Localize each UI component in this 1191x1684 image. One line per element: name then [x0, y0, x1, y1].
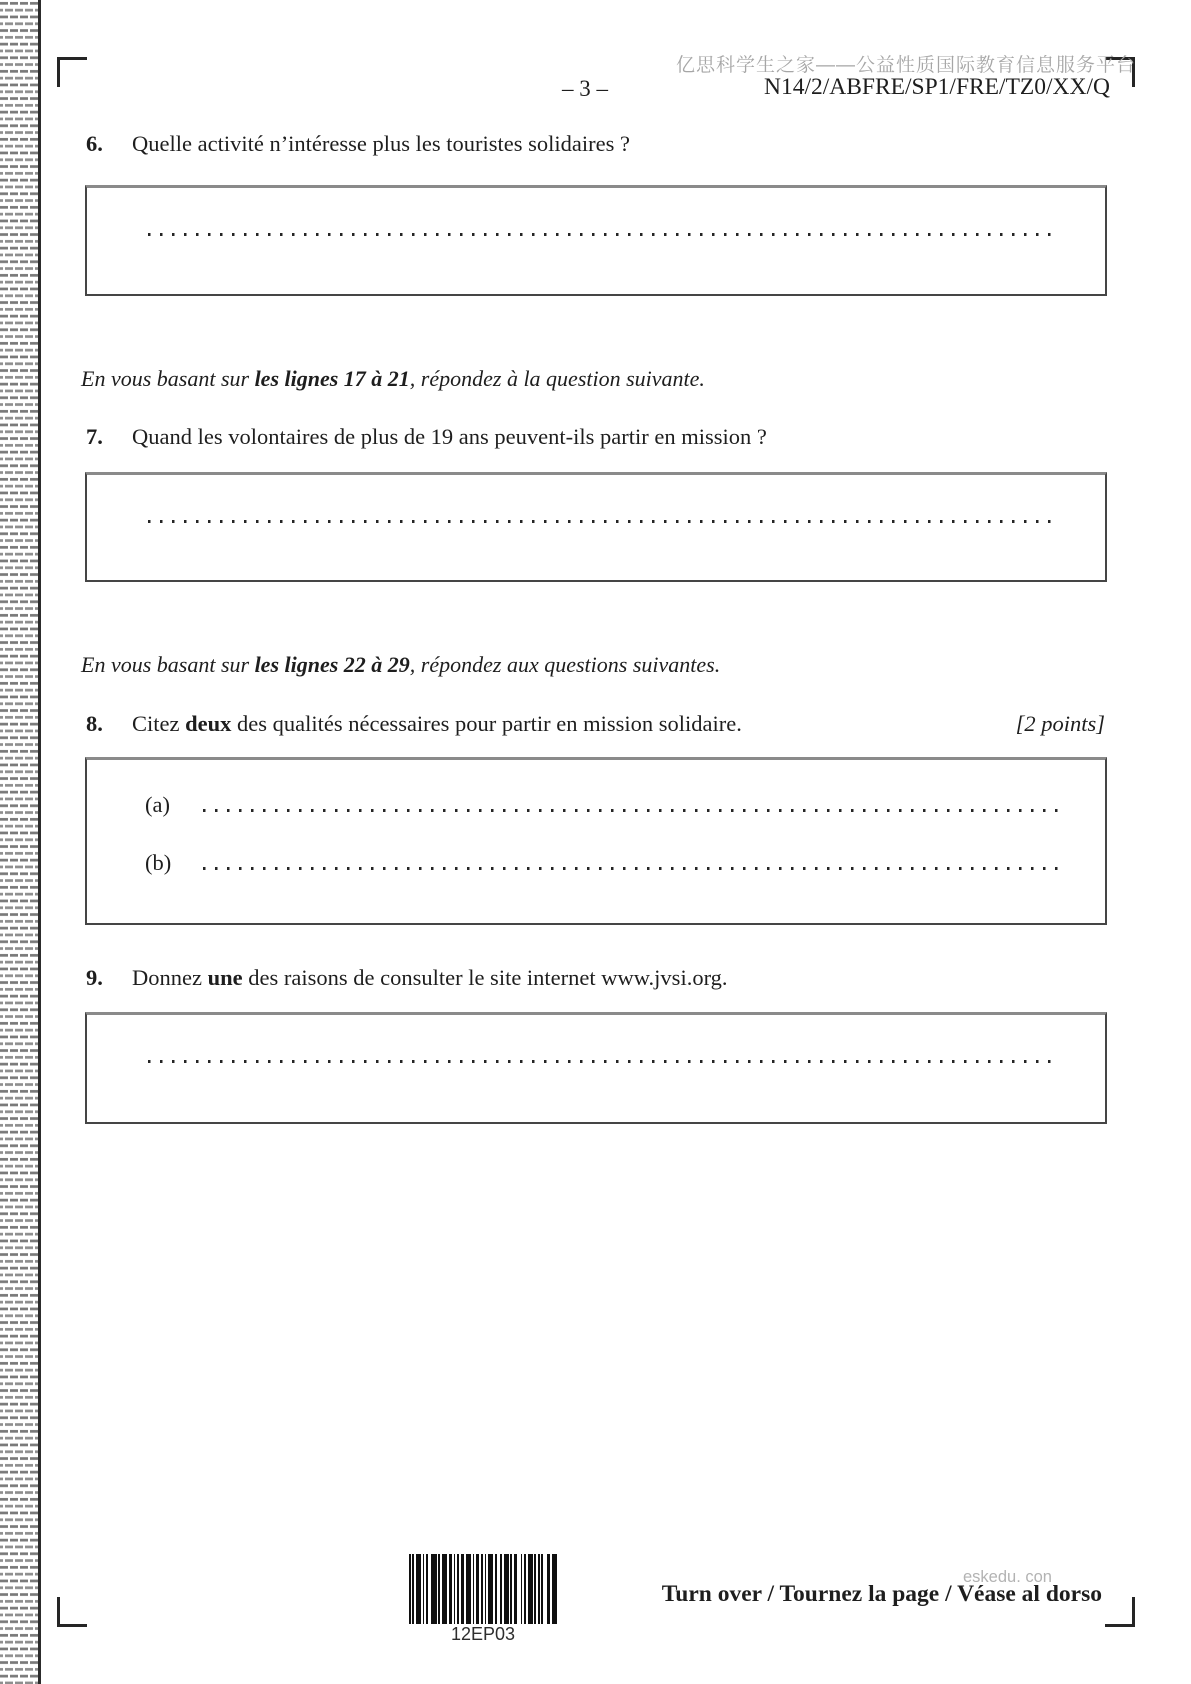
question-8-text — [132, 710, 742, 738]
answer-box-q6 — [85, 185, 1107, 296]
barcode-bar — [552, 1554, 557, 1624]
answer-label-b: (b) — [145, 850, 172, 875]
instruction-2-emphasis: les lignes 22 à 29 — [254, 652, 410, 677]
question-9-post: des raisons de consulter le site internet www.jvsi.org. — [242, 965, 728, 990]
page-number: – 3 – — [562, 76, 608, 101]
instruction-lines-22-29 — [81, 651, 720, 678]
answer-line-q8b[interactable] — [203, 867, 1059, 870]
paper-code: N14/2/ABFRE/SP1/FRE/TZ0/XX/Q — [763, 74, 1110, 100]
instruction-2-post: , répondez aux questions suivantes. — [409, 652, 721, 677]
answer-box-q8 — [85, 757, 1107, 925]
instruction-1-emphasis: les lignes 17 à 21 — [254, 366, 410, 391]
instruction-lines-17-21 — [81, 365, 705, 392]
question-6 — [86, 130, 1107, 158]
instruction-1-pre: En vous basant sur — [81, 366, 255, 391]
question-8-points-badge: [2 points] — [1015, 711, 1105, 736]
binding-texture — [0, 0, 41, 1684]
answer-line-q7[interactable] — [148, 520, 1053, 523]
question-9-number: 9. — [86, 965, 103, 990]
answer-box-q9 — [85, 1012, 1107, 1124]
question-7 — [86, 423, 1107, 451]
answer-line-q8a[interactable] — [203, 809, 1059, 812]
question-7-number: 7. — [86, 424, 103, 449]
question-6-number: 6. — [86, 131, 103, 156]
question-8 — [86, 710, 1107, 738]
crop-mark-bottom-right — [1105, 1597, 1135, 1627]
header-site-watermark: 亿思科学生之家——公益性质国际教育信息服务平台 — [676, 55, 1137, 76]
question-9 — [86, 964, 1107, 992]
question-9-emphasis: une — [207, 965, 243, 990]
crop-mark-top-left — [57, 57, 87, 87]
answer-label-a: (a) — [145, 792, 170, 817]
question-7-text: Quand les volontaires de plus de 19 ans peuvent-ils partir en mission ? — [132, 424, 767, 449]
footer-site-watermark: eskedu. con — [963, 1568, 1052, 1586]
answer-line-q9[interactable] — [148, 1060, 1053, 1063]
turn-over-text: Turn over / Tournez la page / Véase al dorso — [661, 1581, 1102, 1607]
question-9-pre: Donnez — [132, 965, 208, 990]
answer-box-q7 — [85, 472, 1107, 582]
question-9-text — [132, 964, 728, 992]
question-8-number: 8. — [86, 711, 103, 736]
question-6-text: Quelle activité n’intéresse plus les touristes solidaires ? — [132, 131, 630, 156]
instruction-2-pre: En vous basant sur — [81, 652, 255, 677]
barcode — [409, 1554, 557, 1624]
instruction-1-post: , répondez à la question suivante. — [409, 366, 705, 391]
crop-mark-bottom-left — [57, 1597, 87, 1627]
answer-line-q6[interactable] — [148, 233, 1053, 236]
question-8-post: des qualités nécessaires pour partir en mission solidaire. — [231, 711, 742, 736]
question-8-emphasis: deux — [185, 711, 232, 736]
barcode-label: 12EP03 — [450, 1624, 516, 1644]
question-8-pre: Citez — [132, 711, 186, 736]
answer-row-a — [145, 792, 1059, 818]
answer-row-b — [145, 850, 1059, 876]
